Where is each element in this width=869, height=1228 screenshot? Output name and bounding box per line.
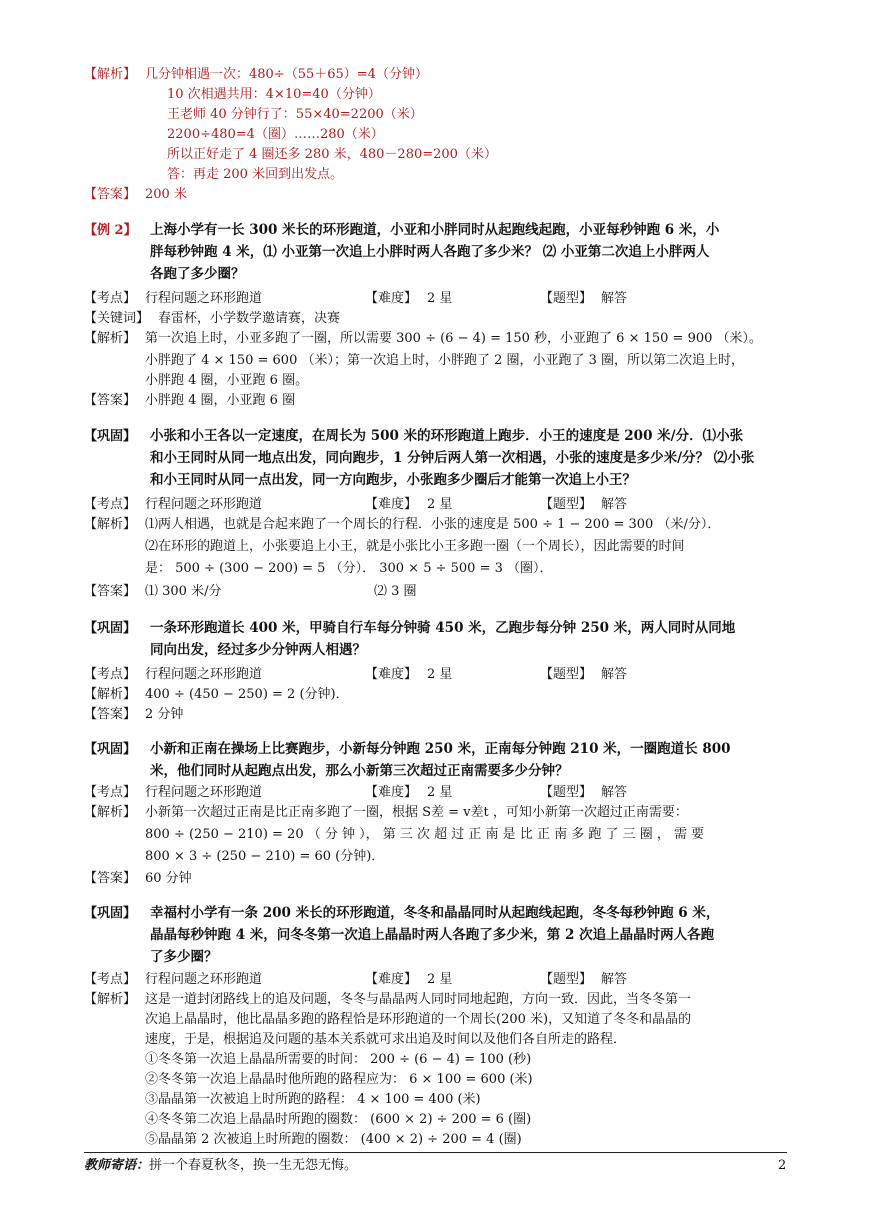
page-number: 2: [778, 1158, 787, 1173]
analysis-line: 是： 500 ÷ (300 − 200) = 5 （分）． 300 × 5 ÷ 500 = 3 （圈）．: [145, 561, 553, 576]
analysis-line: 小新第一次超过正南是比正南多跑了一圈，根据 S差 = v差t ，可知小新第一次超过正南需要：: [145, 805, 688, 820]
answer-label: 【答案】: [84, 584, 137, 599]
type-value: 解答: [601, 972, 628, 987]
question-line: 了多少圈？: [150, 949, 218, 965]
footer-motto: [84, 1157, 357, 1174]
kaodian-label: 【考点】: [84, 291, 137, 306]
kaodian-value: 行程问题之环形跑道: [145, 972, 263, 987]
kaodian-label: 【考点】: [84, 785, 137, 800]
difficulty-value: 2 星: [427, 497, 453, 512]
kaodian-label: 【考点】: [84, 497, 137, 512]
difficulty-label: 【难度】: [365, 497, 418, 512]
type-value: 解答: [601, 291, 628, 306]
answer-value: 小胖跑 4 圈，小亚跑 6 圈: [145, 393, 296, 408]
analysis-label: 【解析】: [84, 805, 137, 820]
type-label: 【题型】: [540, 972, 593, 987]
type-label: 【题型】: [540, 785, 593, 800]
analysis-line: ⑴两人相遇，也就是合起来跑了一个周长的行程．小张的速度是 500 ÷ 1 − 200 = 300 （米/分）．: [145, 517, 721, 532]
analysis-line: 王老师 40 分钟行了：55×40=2200（米）: [167, 107, 423, 122]
consolidation-tag: 【巩固】: [84, 906, 137, 921]
difficulty-label: 【难度】: [365, 785, 418, 800]
answer-value: ⑵ 3 圈: [374, 584, 417, 599]
step-line: ⑤晶晶第 2 次被追上时所跑的圈数： (400 × 2) ÷ 200 = 4 (圈): [145, 1132, 522, 1147]
kaodian-value: 行程问题之环形跑道: [145, 497, 263, 512]
kaodian-label: 【考点】: [84, 667, 137, 682]
kaodian-label: 【考点】: [84, 972, 137, 987]
question-line: 幸福村小学有一条 200 米长的环形跑道，冬冬和晶晶同时从起跑线起跑，冬冬每秒钟跑 6 米，: [150, 905, 720, 921]
difficulty-value: 2 星: [427, 785, 453, 800]
analysis-line: 所以正好走了 4 圈还多 280 米，480－280=200（米）: [167, 147, 497, 162]
analysis-label: 【解析】: [84, 992, 137, 1007]
answer-label: 【答案】: [84, 707, 137, 722]
analysis-line: 小胖跑 4 圈，小亚跑 6 圈。: [145, 373, 309, 388]
analysis-line: ⑵在环形的跑道上，小张要追上小王，就是小张比小王多跑一圈（一个周长），因此需要的时间: [145, 539, 685, 554]
footer-divider: [84, 1152, 787, 1153]
analysis-line: 2200÷480=4（圈）……280（米）: [167, 127, 384, 142]
kaodian-value: 行程问题之环形跑道: [145, 667, 263, 682]
question-line: 晶晶每秒钟跑 4 米，问冬冬第一次追上晶晶时两人各跑了多少米，第 2 次追上晶晶时两人各跑: [150, 927, 715, 943]
analysis-line: 800 ÷ (250 − 210) = 20 （ 分 钟 ）， 第 三 次 超 过 正 南 是 比 正 南 多 跑 了 三 圈 ， 需 要: [145, 827, 705, 842]
question-line: 和小王同时从同一地点出发，同向跑步，1 分钟后两人第一次相遇，小张的速度是多少米/分？ ⑵小张: [150, 450, 755, 466]
question-line: 各跑了多少圈？: [150, 266, 245, 282]
question-line: 胖每秒钟跑 4 米，⑴ 小亚第一次追上小胖时两人各跑了多少米？ ⑵ 小亚第二次追上小胖两人: [150, 244, 710, 260]
difficulty-value: 2 星: [427, 972, 453, 987]
analysis-line: 速度，于是，根据追及问题的基本关系就可求出追及时间以及他们各自所走的路程．: [145, 1032, 627, 1047]
analysis-line: 800 × 3 ÷ (250 − 210) = 60 (分钟)．: [145, 849, 385, 864]
type-value: 解答: [601, 785, 628, 800]
analysis-label: 【解析】: [84, 331, 137, 346]
answer-value: 200 米: [145, 187, 187, 202]
consolidation-tag: 【巩固】: [84, 429, 137, 444]
difficulty-label: 【难度】: [365, 972, 418, 987]
type-label: 【题型】: [540, 497, 593, 512]
motto-label: 教师寄语：: [84, 1158, 150, 1173]
type-label: 【题型】: [540, 291, 593, 306]
step-line: ③晶晶第一次被追上时所跑的路程： 4 × 100 = 400 (米): [145, 1092, 481, 1107]
step-line: ②冬冬第一次追上晶晶时他所跑的路程应为： 6 × 100 = 600 (米): [145, 1072, 533, 1087]
analysis-label: 【解析】: [84, 517, 137, 532]
analysis-label: 【解析】: [84, 67, 137, 82]
consolidation-tag: 【巩固】: [84, 742, 137, 757]
consolidation-tag: 【巩固】: [84, 621, 137, 636]
answer-label: 【答案】: [84, 187, 137, 202]
keywords-label: 【关键词】: [84, 311, 150, 326]
step-line: ①冬冬第一次追上晶晶所需要的时间： 200 ÷ (6 − 4) = 100 (秒): [145, 1052, 532, 1067]
kaodian-value: 行程问题之环形跑道: [145, 291, 263, 306]
step-line: ④冬冬第二次追上晶晶时所跑的圈数： (600 × 2) ÷ 200 = 6 (圈): [145, 1112, 532, 1127]
analysis-line: 次追上晶晶时，他比晶晶多跑的路程恰是环形跑道的一个周长(200 米)，又知道了冬冬和晶晶的: [145, 1012, 692, 1027]
example-tag: 【例 2】: [84, 223, 137, 238]
answer-value: 2 分钟: [145, 707, 184, 722]
question-line: 同向出发，经过多少分钟两人相遇？: [150, 642, 366, 658]
type-value: 解答: [601, 497, 628, 512]
question-line: 和小王同时从同一点出发，同一方向跑步，小张跑多少圈后才能第一次追上小王？: [150, 472, 636, 488]
analysis-line: 答：再走 200 米回到出发点。: [167, 167, 344, 182]
type-value: 解答: [601, 667, 628, 682]
motto-text: 拼一个春夏秋冬，换一生无怨无悔。: [149, 1158, 358, 1173]
type-label: 【题型】: [540, 667, 593, 682]
question-line: 小新和正南在操场上比赛跑步，小新每分钟跑 250 米，正南每分钟跑 210 米，一圈跑道长 800: [150, 741, 731, 757]
analysis-label: 【解析】: [84, 687, 137, 702]
analysis-line: 小胖跑了 4 × 150 = 600 （米）；第一次追上时，小胖跑了 2 圈，小亚跑了 3 圈，所以第二次追上时，: [145, 353, 745, 368]
keywords-value: 春雷杯，小学数学邀请赛，决赛: [158, 311, 341, 326]
difficulty-label: 【难度】: [365, 667, 418, 682]
answer-value: 60 分钟: [145, 871, 192, 886]
difficulty-label: 【难度】: [365, 291, 418, 306]
analysis-line: 这是一道封闭路线上的追及问题，冬冬与晶晶两人同时同地起跑，方向一致．因此，当冬冬第一: [145, 992, 692, 1007]
answer-label: 【答案】: [84, 871, 137, 886]
difficulty-value: 2 星: [427, 667, 453, 682]
answer-value: ⑴ 300 米/分: [145, 584, 222, 599]
kaodian-value: 行程问题之环形跑道: [145, 785, 263, 800]
analysis-line: 第一次追上时，小亚多跑了一圈，所以需要 300 ÷ (6 − 4) = 150 秒，小亚跑了 6 × 150 = 900 （米）。: [145, 331, 763, 346]
analysis-line: 10 次相遇共用：4×10=40（分钟）: [167, 87, 381, 102]
question-line: 小张和小王各以一定速度，在周长为 500 米的环形跑道上跑步．小王的速度是 200 米/分．⑴小张: [150, 428, 744, 444]
question-line: 上海小学有一长 300 米长的环形跑道，小亚和小胖同时从起跑线起跑，小亚每秒钟跑 6 米，小: [150, 222, 720, 238]
analysis-line: 400 ÷ (450 − 250) = 2 (分钟)．: [145, 687, 349, 702]
question-line: 一条环形跑道长 400 米，甲骑自行车每分钟骑 450 米，乙跑步每分钟 250 米，两人同时从同地: [150, 620, 736, 636]
difficulty-value: 2 星: [427, 291, 453, 306]
question-line: 米，他们同时从起跑点出发，那么小新第三次超过正南需要多少分钟？: [150, 763, 569, 779]
answer-label: 【答案】: [84, 393, 137, 408]
analysis-line: 几分钟相遇一次：480÷（55＋65）=4（分钟）: [145, 67, 428, 82]
